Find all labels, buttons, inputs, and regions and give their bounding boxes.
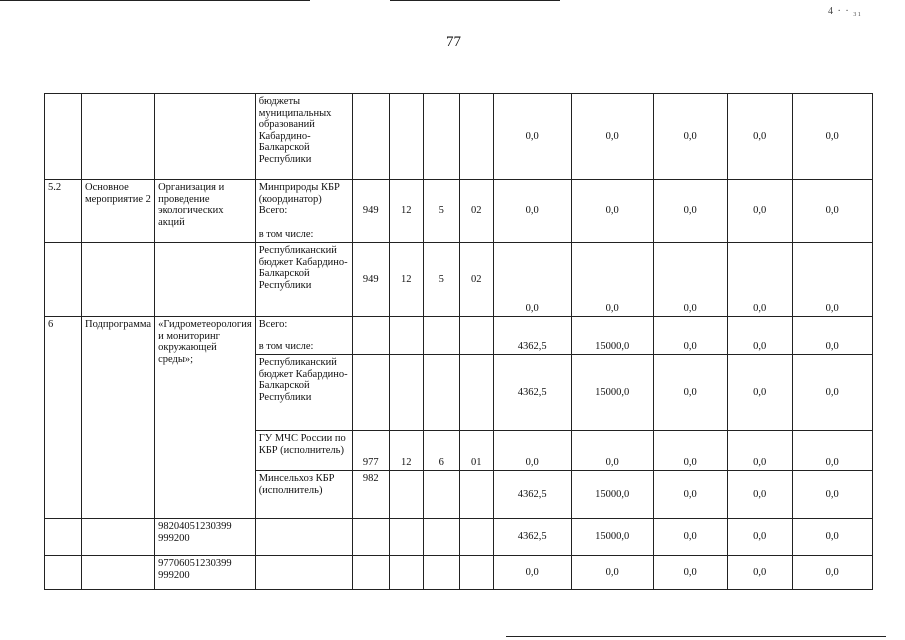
cs	[459, 471, 493, 519]
value-2: 0,0	[571, 431, 653, 471]
value-2: 15000,0	[571, 471, 653, 519]
table-row	[45, 556, 873, 590]
pr: 5	[423, 243, 459, 317]
rz	[389, 519, 423, 556]
scan-top-line-right	[390, 0, 560, 1]
rz	[389, 94, 423, 180]
executor	[255, 317, 352, 355]
value-3: 0,0	[653, 355, 727, 431]
executor: Республиканский бюджет Кабардино-Балкарской Республики	[255, 355, 352, 431]
grbs: 982	[352, 471, 389, 519]
value-5: 0,0	[792, 355, 872, 431]
pr: 5	[423, 180, 459, 243]
row-number	[45, 556, 82, 590]
row-number: 5.2	[45, 180, 82, 243]
row-name	[155, 243, 256, 317]
value-1: 0,0	[493, 556, 571, 590]
table-row	[45, 519, 873, 556]
table-row	[45, 180, 873, 243]
row-type: Основное мероприятие 2	[82, 180, 155, 243]
row-number	[45, 243, 82, 317]
pr: 6	[423, 431, 459, 471]
pr	[423, 355, 459, 431]
value-3: 0,0	[653, 556, 727, 590]
value-2: 15000,0	[571, 355, 653, 431]
cs	[459, 556, 493, 590]
value-5: 0,0	[792, 180, 872, 243]
value-1: 0,0	[493, 431, 571, 471]
executor: ГУ МЧС России по КБР (исполнитель)	[255, 431, 352, 471]
value-2: 15000,0	[571, 317, 653, 355]
cs: 01	[459, 431, 493, 471]
value-4: 0,0	[727, 355, 792, 431]
value-1: 4362,5	[493, 317, 571, 355]
cs: 02	[459, 243, 493, 317]
row-name: «Гидрометеорология и мониторинг окружающей среды»;	[155, 317, 256, 519]
cs	[459, 519, 493, 556]
value-4: 0,0	[727, 180, 792, 243]
executor-main: Всего:	[258, 319, 288, 330]
pr	[423, 556, 459, 590]
value-2: 0,0	[571, 243, 653, 317]
value-5: 0,0	[792, 471, 872, 519]
value-3: 0,0	[653, 317, 727, 355]
executor	[255, 180, 352, 243]
scan-top-line	[0, 0, 310, 1]
value-1: 0,0	[493, 180, 571, 243]
row-number: 6	[45, 317, 82, 519]
row-number	[45, 94, 82, 180]
value-4: 0,0	[727, 471, 792, 519]
rz	[389, 355, 423, 431]
rz	[389, 317, 423, 355]
value-5: 0,0	[792, 317, 872, 355]
cs	[459, 94, 493, 180]
value-3: 0,0	[653, 471, 727, 519]
pr	[423, 94, 459, 180]
grbs	[352, 355, 389, 431]
value-4: 0,0	[727, 243, 792, 317]
rz: 12	[389, 243, 423, 317]
executor-sub: в том числе:	[258, 228, 314, 240]
value-3: 0,0	[653, 519, 727, 556]
value-4: 0,0	[727, 94, 792, 180]
executor: Республиканский бюджет Кабардино-Балкарской Республики	[255, 243, 352, 317]
value-2: 0,0	[571, 556, 653, 590]
row-type	[82, 94, 155, 180]
pr	[423, 471, 459, 519]
grbs	[352, 94, 389, 180]
budget-table	[44, 93, 873, 590]
value-4: 0,0	[727, 556, 792, 590]
executor: бюджеты муниципальных образований Кабардино-Балкарской Республики	[255, 94, 352, 180]
row-name: Организация и проведение экологических акций	[155, 180, 256, 243]
value-5: 0,0	[792, 431, 872, 471]
executor: Минсельхоз КБР (исполнитель)	[255, 471, 352, 519]
executor-main: Минприроды КБР (координатор) Всего:	[258, 182, 340, 216]
value-5: 0,0	[792, 519, 872, 556]
value-4: 0,0	[727, 317, 792, 355]
value-2: 0,0	[571, 180, 653, 243]
cs: 02	[459, 180, 493, 243]
cs	[459, 317, 493, 355]
budget-code: 97706051230399 999200	[155, 556, 256, 590]
executor-sub: в том числе:	[258, 340, 314, 352]
row-name	[155, 94, 256, 180]
value-3: 0,0	[653, 243, 727, 317]
table-row	[45, 94, 873, 180]
value-3: 0,0	[653, 431, 727, 471]
page-number: 77	[446, 34, 461, 50]
grbs	[352, 519, 389, 556]
budget-code: 98204051230399 999200	[155, 519, 256, 556]
rz	[389, 556, 423, 590]
pr	[423, 317, 459, 355]
value-1: 4362,5	[493, 519, 571, 556]
value-1: 0,0	[493, 94, 571, 180]
rz: 12	[389, 431, 423, 471]
row-type	[82, 519, 155, 556]
value-4: 0,0	[727, 519, 792, 556]
table-row	[45, 317, 873, 355]
grbs: 977	[352, 431, 389, 471]
grbs	[352, 556, 389, 590]
row-type	[82, 243, 155, 317]
executor	[255, 519, 352, 556]
scan-bottom-line	[506, 636, 886, 637]
row-type: Подпрограмма	[82, 317, 155, 519]
executor	[255, 556, 352, 590]
table-row	[45, 243, 873, 317]
value-4: 0,0	[727, 431, 792, 471]
corner-mark: 4 · · ₃₁	[828, 6, 863, 17]
row-number	[45, 519, 82, 556]
grbs: 949	[352, 243, 389, 317]
value-3: 0,0	[653, 180, 727, 243]
value-5: 0,0	[792, 94, 872, 180]
cs	[459, 355, 493, 431]
rz: 12	[389, 180, 423, 243]
rz	[389, 471, 423, 519]
value-5: 0,0	[792, 243, 872, 317]
row-type	[82, 556, 155, 590]
value-1: 4362,5	[493, 355, 571, 431]
value-1: 0,0	[493, 243, 571, 317]
pr	[423, 519, 459, 556]
grbs	[352, 317, 389, 355]
value-5: 0,0	[792, 556, 872, 590]
grbs: 949	[352, 180, 389, 243]
value-1: 4362,5	[493, 471, 571, 519]
value-2: 0,0	[571, 94, 653, 180]
value-2: 15000,0	[571, 519, 653, 556]
value-3: 0,0	[653, 94, 727, 180]
